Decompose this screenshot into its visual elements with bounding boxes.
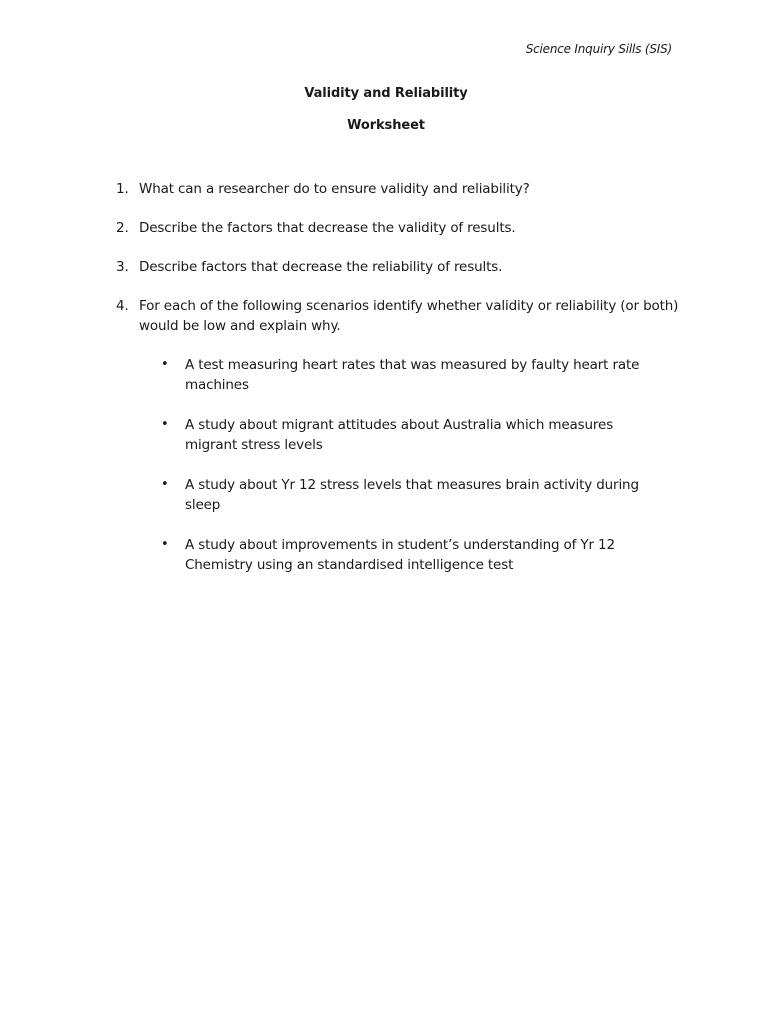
question-text: What can a researcher do to ensure validity and reliability? bbox=[139, 181, 530, 197]
scenario-item bbox=[139, 475, 686, 515]
question-number: 2. bbox=[116, 220, 129, 236]
question-body bbox=[139, 296, 686, 595]
question-item bbox=[116, 179, 686, 199]
scenario-item bbox=[139, 355, 686, 395]
bullet-icon: • bbox=[161, 417, 169, 432]
question-list bbox=[116, 179, 686, 614]
scenario-text: A study about migrant attitudes about Australia which measures migrant stress levels bbox=[185, 417, 614, 453]
bullet-icon: • bbox=[161, 537, 169, 552]
question-item bbox=[116, 257, 686, 277]
question-text: Describe the factors that decrease the validity of results. bbox=[139, 220, 516, 236]
bullet-icon: • bbox=[161, 357, 169, 372]
header-note: Science Inquiry Sills (SIS) bbox=[525, 42, 672, 56]
scenario-item bbox=[139, 415, 686, 455]
scenario-text: A study about Yr 12 stress levels that measures brain activity during sleep bbox=[185, 477, 639, 513]
scenario-text: A study about improvements in student’s understanding of Yr 12 Chemistry using an standardised intelligence test bbox=[185, 537, 615, 573]
question-text: For each of the following scenarios identify whether validity or reliability (or both) would be low and explain why. bbox=[139, 298, 679, 334]
scenario-text: A test measuring heart rates that was measured by faulty heart rate machines bbox=[185, 357, 640, 393]
scenario-item bbox=[139, 535, 686, 575]
question-text: Describe factors that decrease the reliability of results. bbox=[139, 259, 503, 275]
question-item bbox=[116, 296, 686, 595]
bullet-icon: • bbox=[161, 477, 169, 492]
scenario-list bbox=[139, 355, 686, 575]
question-item bbox=[116, 218, 686, 238]
question-number: 3. bbox=[116, 259, 129, 275]
document-subtitle: Worksheet bbox=[347, 118, 425, 133]
document-title: Validity and Reliability bbox=[304, 86, 468, 101]
question-number: 1. bbox=[116, 181, 129, 197]
question-number: 4. bbox=[116, 298, 129, 314]
